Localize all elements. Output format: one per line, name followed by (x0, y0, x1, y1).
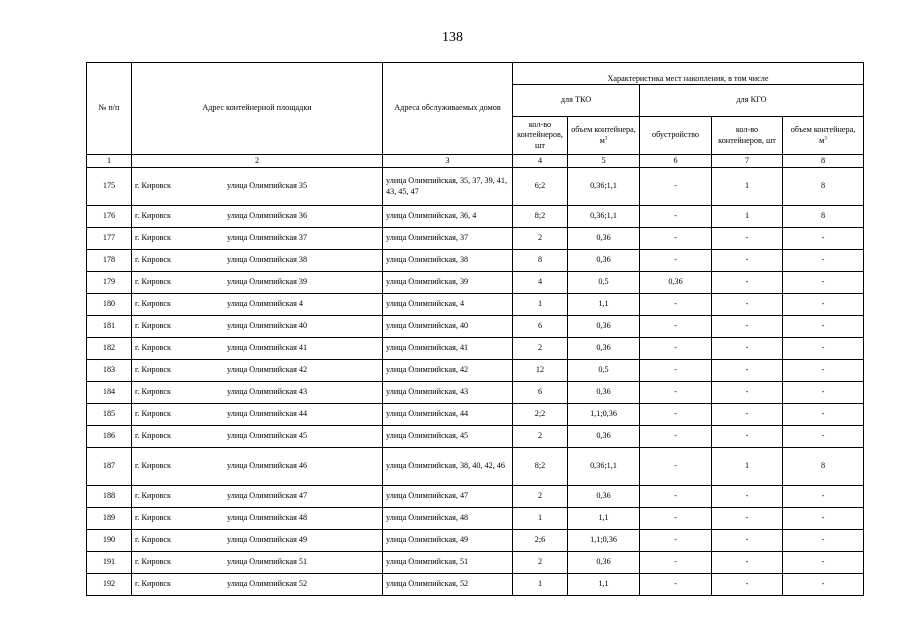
cell-houses: улица Олимпийская, 38, 40, 42, 46 (383, 448, 513, 486)
cell-tko-volume: 0,5 (568, 272, 640, 294)
cell-tko-volume: 0,36 (568, 382, 640, 404)
cell-kgo-count: - (712, 360, 783, 382)
cell-address (132, 404, 383, 426)
cell-tko-volume: 1,1 (568, 294, 640, 316)
cell-tko-volume: 1,1;0,36 (568, 530, 640, 552)
column-number: 2 (132, 155, 383, 168)
cell-kgo-volume: - (783, 404, 864, 426)
cell-street: улица Олимпийская 48 (227, 513, 308, 523)
cell-kgo-volume: - (783, 294, 864, 316)
table-row (87, 316, 864, 338)
cell-street: улица Олимпийская 44 (227, 409, 308, 419)
cell-city: г. Кировск (135, 513, 171, 523)
cell-tko-count: 1 (513, 574, 568, 596)
cell-kgo-count: - (712, 486, 783, 508)
cell-tko-volume: 0,36 (568, 316, 640, 338)
cell-address (132, 250, 383, 272)
cell-street: улица Олимпийская 41 (227, 343, 308, 353)
table-row (87, 250, 864, 272)
cell-tko-count: 6;2 (513, 168, 568, 206)
cell-tko-volume: 0,5 (568, 360, 640, 382)
cell-street: улица Олимпийская 39 (227, 277, 308, 287)
table-header (87, 63, 864, 168)
cell-num: 189 (87, 508, 132, 530)
cell-num: 176 (87, 206, 132, 228)
cell-tko-count: 1 (513, 294, 568, 316)
cell-address (132, 426, 383, 448)
cell-kgo-count: - (712, 294, 783, 316)
cell-address (132, 486, 383, 508)
cell-address (132, 338, 383, 360)
header-tko-count: кол-во контейнеров, шт (513, 117, 568, 155)
column-number: 8 (783, 155, 864, 168)
cell-kgo-volume: 8 (783, 168, 864, 206)
column-number: 5 (568, 155, 640, 168)
cell-kgo-count: - (712, 426, 783, 448)
cell-kgo-volume: - (783, 382, 864, 404)
cell-tko-count: 1 (513, 508, 568, 530)
cell-num: 177 (87, 228, 132, 250)
cell-street: улица Олимпийская 45 (227, 431, 308, 441)
cell-tko-count: 2 (513, 486, 568, 508)
cell-tko-count: 2;6 (513, 530, 568, 552)
cell-tko-count: 8;2 (513, 448, 568, 486)
header-kgo-volume: объем контейнера, $м^3$ (783, 117, 864, 155)
cell-address (132, 382, 383, 404)
cell-kgo-arrangement: - (640, 530, 712, 552)
cell-city: г. Кировск (135, 299, 171, 309)
cell-tko-count: 2 (513, 426, 568, 448)
cell-address (132, 228, 383, 250)
column-number-row (87, 155, 864, 168)
cell-street: улица Олимпийская 37 (227, 233, 308, 243)
cell-kgo-arrangement: - (640, 448, 712, 486)
cell-address (132, 168, 383, 206)
cell-houses: улица Олимпийская, 4 (383, 294, 513, 316)
cell-tko-volume: 0,36 (568, 426, 640, 448)
cell-address (132, 272, 383, 294)
cell-kgo-arrangement: - (640, 338, 712, 360)
table-row (87, 168, 864, 206)
cell-num: 183 (87, 360, 132, 382)
cell-kgo-arrangement: - (640, 316, 712, 338)
cell-kgo-arrangement: - (640, 382, 712, 404)
cell-kgo-volume: - (783, 360, 864, 382)
table-row (87, 294, 864, 316)
cell-address (132, 530, 383, 552)
header-num: № п/п (87, 63, 132, 155)
header-kgo: для КГО (640, 85, 864, 117)
cell-num: 188 (87, 486, 132, 508)
table-row (87, 486, 864, 508)
cell-kgo-count: - (712, 508, 783, 530)
cell-address (132, 574, 383, 596)
cell-tko-count: 6 (513, 382, 568, 404)
column-number: 6 (640, 155, 712, 168)
column-number: 7 (712, 155, 783, 168)
cell-city: г. Кировск (135, 579, 171, 589)
cell-houses: улица Олимпийская, 49 (383, 530, 513, 552)
table-body (87, 168, 864, 596)
cell-street: улица Олимпийская 40 (227, 321, 308, 331)
cell-kgo-arrangement: 0,36 (640, 272, 712, 294)
cell-num: 186 (87, 426, 132, 448)
cell-street: улица Олимпийская 46 (227, 461, 308, 471)
cell-tko-count: 4 (513, 272, 568, 294)
cell-kgo-volume: - (783, 426, 864, 448)
cell-tko-volume: 1,1 (568, 508, 640, 530)
table-row (87, 360, 864, 382)
header-characteristic: Характеристика мест накопления, в том числе (513, 63, 864, 85)
cell-houses: улица Олимпийская, 47 (383, 486, 513, 508)
table-row (87, 508, 864, 530)
cell-tko-volume: 0,36;1,1 (568, 206, 640, 228)
cell-houses: улица Олимпийская, 36, 4 (383, 206, 513, 228)
cell-kgo-count: - (712, 552, 783, 574)
cell-kgo-arrangement: - (640, 426, 712, 448)
cell-kgo-arrangement: - (640, 250, 712, 272)
cell-num: 184 (87, 382, 132, 404)
cell-kgo-count: - (712, 574, 783, 596)
cell-tko-count: 2 (513, 338, 568, 360)
cell-num: 190 (87, 530, 132, 552)
cell-street: улица Олимпийская 52 (227, 579, 308, 589)
cell-address (132, 316, 383, 338)
cell-kgo-arrangement: - (640, 168, 712, 206)
cell-address (132, 448, 383, 486)
cell-city: г. Кировск (135, 343, 171, 353)
cell-tko-count: 6 (513, 316, 568, 338)
header-houses: Адреса обслуживаемых домов (383, 63, 513, 155)
table-row (87, 448, 864, 486)
cell-num: 187 (87, 448, 132, 486)
cell-city: г. Кировск (135, 557, 171, 567)
cell-houses: улица Олимпийская, 48 (383, 508, 513, 530)
table-row (87, 228, 864, 250)
cell-kgo-count: 1 (712, 206, 783, 228)
cell-kgo-arrangement: - (640, 404, 712, 426)
cell-tko-volume: 0,36;1,1 (568, 448, 640, 486)
cell-city: г. Кировск (135, 431, 171, 441)
header-kgo-count: кол-во контейнеров, шт (712, 117, 783, 155)
table-row (87, 382, 864, 404)
cell-tko-volume: 1,1;0,36 (568, 404, 640, 426)
page-number: 138 (442, 30, 463, 45)
table-row (87, 552, 864, 574)
cell-kgo-count: - (712, 316, 783, 338)
cell-kgo-volume: - (783, 272, 864, 294)
cell-kgo-count: 1 (712, 448, 783, 486)
cell-houses: улица Олимпийская, 40 (383, 316, 513, 338)
cell-city: г. Кировск (135, 365, 171, 375)
cell-houses: улица Олимпийская, 42 (383, 360, 513, 382)
cell-kgo-arrangement: - (640, 508, 712, 530)
cell-city: г. Кировск (135, 461, 171, 471)
cell-houses: улица Олимпийская, 45 (383, 426, 513, 448)
table-row (87, 426, 864, 448)
cell-num: 178 (87, 250, 132, 272)
cell-houses: улица Олимпийская, 44 (383, 404, 513, 426)
cell-street: улица Олимпийская 36 (227, 211, 308, 221)
cell-tko-volume: 0,36 (568, 338, 640, 360)
cell-street: улица Олимпийская 47 (227, 491, 308, 501)
cell-kgo-volume: - (783, 228, 864, 250)
cell-address (132, 206, 383, 228)
cell-kgo-volume: - (783, 574, 864, 596)
cell-city: г. Кировск (135, 233, 171, 243)
cell-houses: улица Олимпийская, 35, 37, 39, 41, 43, 45, 47 (383, 168, 513, 206)
cell-city: г. Кировск (135, 211, 171, 221)
cell-tko-count: 2 (513, 552, 568, 574)
table-row (87, 574, 864, 596)
cell-tko-volume: 0,36 (568, 250, 640, 272)
cell-houses: улица Олимпийская, 41 (383, 338, 513, 360)
column-number: 1 (87, 155, 132, 168)
cell-kgo-volume: 8 (783, 448, 864, 486)
cell-tko-volume: 0,36 (568, 228, 640, 250)
cell-num: 181 (87, 316, 132, 338)
cell-tko-count: 12 (513, 360, 568, 382)
table-row (87, 206, 864, 228)
cell-kgo-volume: - (783, 530, 864, 552)
cell-city: г. Кировск (135, 255, 171, 265)
cell-address (132, 508, 383, 530)
cell-kgo-arrangement: - (640, 486, 712, 508)
cell-kgo-arrangement: - (640, 206, 712, 228)
cell-address (132, 360, 383, 382)
cell-tko-count: 2;2 (513, 404, 568, 426)
cell-kgo-arrangement: - (640, 228, 712, 250)
header-tko: для ТКО (513, 85, 640, 117)
cell-houses: улица Олимпийская, 43 (383, 382, 513, 404)
cell-street: улица Олимпийская 4 (227, 299, 303, 309)
cell-street: улица Олимпийская 51 (227, 557, 308, 567)
table-row (87, 404, 864, 426)
cell-street: улица Олимпийская 42 (227, 365, 308, 375)
cell-houses: улица Олимпийская, 37 (383, 228, 513, 250)
cell-num: 180 (87, 294, 132, 316)
cell-kgo-count: 1 (712, 168, 783, 206)
cell-city: г. Кировск (135, 181, 171, 191)
cell-kgo-volume: - (783, 316, 864, 338)
cell-num: 191 (87, 552, 132, 574)
table-row (87, 272, 864, 294)
cell-kgo-volume: 8 (783, 206, 864, 228)
cell-city: г. Кировск (135, 321, 171, 331)
header-kgo-arrangement: обустройство (640, 117, 712, 155)
cell-tko-volume: 0,36 (568, 552, 640, 574)
cell-city: г. Кировск (135, 277, 171, 287)
cell-street: улица Олимпийская 38 (227, 255, 308, 265)
cell-kgo-volume: - (783, 338, 864, 360)
cell-street: улица Олимпийская 43 (227, 387, 308, 397)
cell-tko-count: 8 (513, 250, 568, 272)
cell-kgo-arrangement: - (640, 552, 712, 574)
cell-num: 182 (87, 338, 132, 360)
container-sites-table (86, 62, 864, 596)
cell-kgo-arrangement: - (640, 294, 712, 316)
cell-city: г. Кировск (135, 409, 171, 419)
cell-kgo-volume: - (783, 486, 864, 508)
cell-kgo-count: - (712, 250, 783, 272)
column-number: 3 (383, 155, 513, 168)
cell-city: г. Кировск (135, 535, 171, 545)
cell-tko-volume: 1,1 (568, 574, 640, 596)
cell-kgo-volume: - (783, 508, 864, 530)
cell-tko-volume: 0,36 (568, 486, 640, 508)
cell-address (132, 552, 383, 574)
table-row (87, 530, 864, 552)
cell-street: улица Олимпийская 35 (227, 181, 308, 191)
cell-kgo-arrangement: - (640, 360, 712, 382)
cell-kgo-volume: - (783, 250, 864, 272)
cell-houses: улица Олимпийская, 52 (383, 574, 513, 596)
cell-address (132, 294, 383, 316)
cell-kgo-count: - (712, 228, 783, 250)
table-row (87, 338, 864, 360)
cell-houses: улица Олимпийская, 39 (383, 272, 513, 294)
cell-kgo-count: - (712, 530, 783, 552)
cell-city: г. Кировск (135, 387, 171, 397)
cell-kgo-volume: - (783, 552, 864, 574)
cell-num: 179 (87, 272, 132, 294)
cell-tko-volume: 0,36;1,1 (568, 168, 640, 206)
cell-city: г. Кировск (135, 491, 171, 501)
cell-num: 185 (87, 404, 132, 426)
cell-tko-count: 2 (513, 228, 568, 250)
cell-num: 175 (87, 168, 132, 206)
cell-kgo-arrangement: - (640, 574, 712, 596)
cell-houses: улица Олимпийская, 51 (383, 552, 513, 574)
cell-kgo-count: - (712, 272, 783, 294)
header-tko-volume: объем контейнера, $м^3$ (568, 117, 640, 155)
cell-kgo-count: - (712, 338, 783, 360)
cell-kgo-count: - (712, 404, 783, 426)
cell-kgo-count: - (712, 382, 783, 404)
cell-houses: улица Олимпийская, 38 (383, 250, 513, 272)
header-address: Адрес контейнерной площадки (132, 63, 383, 155)
column-number: 4 (513, 155, 568, 168)
cell-num: 192 (87, 574, 132, 596)
cell-tko-count: 8;2 (513, 206, 568, 228)
cell-street: улица Олимпийская 49 (227, 535, 308, 545)
